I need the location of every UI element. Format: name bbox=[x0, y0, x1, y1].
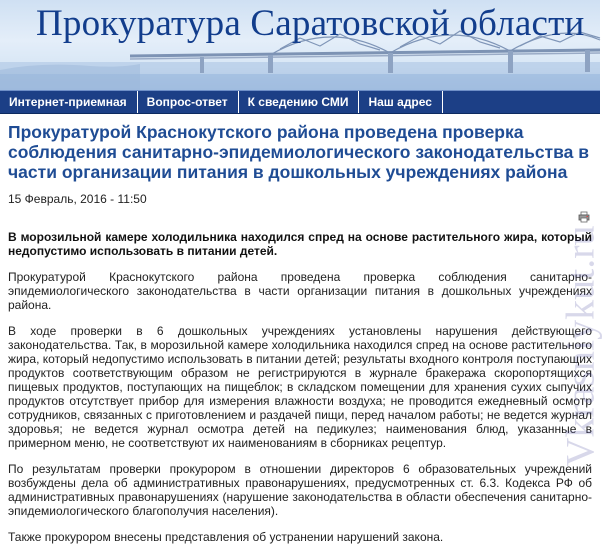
article-date: 15 Февраль, 2016 - 11:50 bbox=[8, 192, 147, 206]
watermark bbox=[557, 168, 603, 524]
nav-item-press-info[interactable]: К сведению СМИ bbox=[239, 91, 360, 113]
article-lead: В морозильной камере холодильника находился спред на основе растительного жира, который недопустимо использовать в питании детей. bbox=[8, 230, 592, 258]
site-title[interactable]: Прокуратура Саратовской области bbox=[36, 3, 585, 44]
article bbox=[8, 122, 592, 556]
main-navigation bbox=[0, 90, 600, 114]
watermark-text: Vkrasniykut.ru bbox=[557, 225, 603, 467]
article-title: Прокуратурой Краснокутского района проведена проверка соблюдения санитарно-эпидемиологического законодательства в части организации питания в дошкольных учреждениях района bbox=[8, 122, 590, 182]
nav-item-internet-reception[interactable]: Интернет-приемная bbox=[0, 91, 138, 113]
article-paragraph: По результатам проверки прокурором в отношении директоров 6 образовательных учреждений возбуждены дела об административных правонарушениях, предусмотренных ст. 6.3. Кодекса РФ об административных правонарушениях (нарушение законодательства в области обеспечения санитарно-эпидемиологического благополучия населения). bbox=[8, 462, 592, 518]
article-paragraph: Также прокурором внесены представления об устранении нарушений закона. bbox=[8, 530, 444, 544]
nav-item-questions-answers[interactable]: Вопрос-ответ bbox=[138, 91, 239, 113]
article-paragraph: В ходе проверки в 6 дошкольных учреждениях установлены нарушения действующего законодательства. Так, в морозильной камере холодильника находился спред на основе растительного жира, который недопустимо использовать в питании детей; результаты входного контроля поступающих продуктов соответствующим образом не регистрируются в журнале бракеража скоропортящихся пищевых продуктов, поступающих на пищеблок; в складском помещении для хранения сухих сыпучих продуктов отсутствует прибор для измерения влажности воздуха; не проводится ежедневный осмотр сотрудников, связанных с приготовлением и раздачей пищи, перед началом работы; не ведется журнал здоровья; не ведется журнал осмотра детей на педикулез; наименования блюд, указанные в примерном меню, не соответствуют их наименованиям в сборниках рецептур. bbox=[8, 324, 592, 450]
article-paragraph: Прокуратурой Краснокутского района проведена проверка соблюдения санитарно-эпидемиологического законодательства в части организации питания в дошкольных учреждениях района. bbox=[8, 270, 592, 312]
site-banner bbox=[0, 0, 600, 90]
nav-item-our-address[interactable]: Наш адрес bbox=[359, 91, 443, 113]
